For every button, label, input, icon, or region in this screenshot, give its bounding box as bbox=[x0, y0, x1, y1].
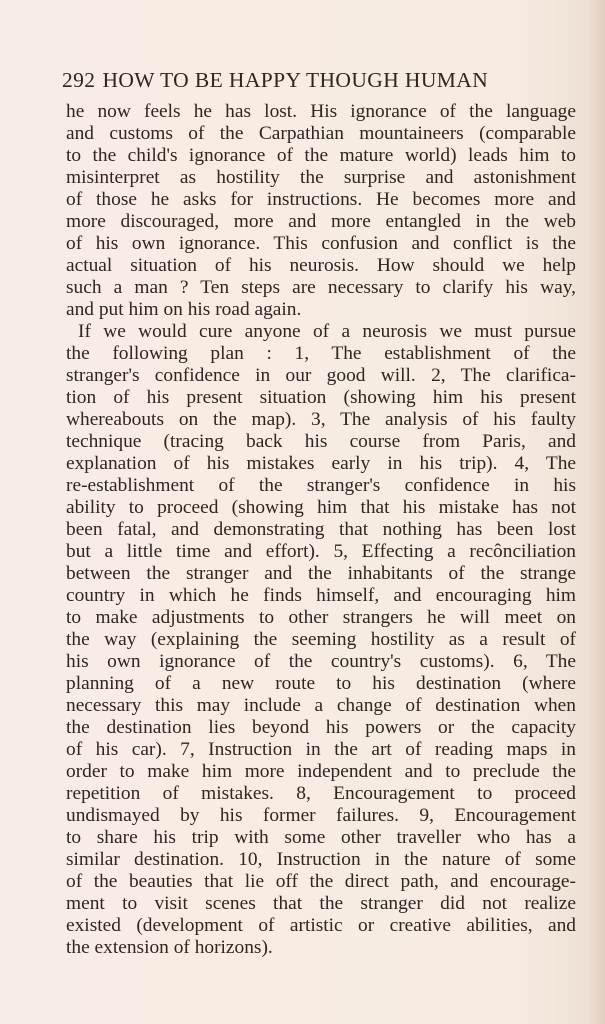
text-line: misinterpret as hostility the surprise and astonishment bbox=[66, 167, 576, 188]
text-line: planning of a new route to his destination (where bbox=[66, 673, 576, 694]
text-line: but a little time and effort). 5, Effecting a recônciliation bbox=[66, 541, 576, 562]
body-text bbox=[66, 101, 576, 959]
text-line: similar destination. 10, Instruction in the nature of some bbox=[66, 849, 576, 870]
text-line: of his own ignorance. This confusion and conflict is the bbox=[66, 233, 576, 254]
text-line: order to make him more independent and to preclude the bbox=[66, 761, 576, 782]
text-line: the following plan : 1, The establishment of the bbox=[66, 343, 576, 364]
running-header bbox=[62, 68, 580, 94]
text-line: been fatal, and demonstrating that nothing has been lost bbox=[66, 519, 576, 540]
running-title: HOW TO BE HAPPY THOUGH HUMAN bbox=[102, 68, 489, 92]
text-line: and customs of the Carpathian mountaineers (comparable bbox=[66, 123, 576, 144]
text-line: If we would cure anyone of a neurosis we must pursue bbox=[78, 321, 576, 342]
text-line: to the child's ignorance of the mature world) leads him to bbox=[66, 145, 576, 166]
text-line: of his car). 7, Instruction in the art of reading maps in bbox=[66, 739, 576, 760]
text-line: technique (tracing back his course from Paris, and bbox=[66, 431, 576, 452]
text-line: he now feels he has lost. His ignorance of the language bbox=[66, 101, 576, 122]
text-line: the destination lies beyond his powers or the capacity bbox=[66, 717, 576, 738]
text-line: more discouraged, more and more entangled in the web bbox=[66, 211, 576, 232]
text-line: ment to visit scenes that the stranger did not realize bbox=[66, 893, 576, 914]
text-line: ability to proceed (showing him that his mistake has not bbox=[66, 497, 576, 518]
text-line: repetition of mistakes. 8, Encouragement to proceed bbox=[66, 783, 576, 804]
text-line: the way (explaining the seeming hostility as a result of bbox=[66, 629, 576, 650]
text-line: between the stranger and the inhabitants of the strange bbox=[66, 563, 576, 584]
text-line: of the beauties that lie off the direct path, and encourage- bbox=[66, 871, 576, 892]
text-line: country in which he finds himself, and encouraging him bbox=[66, 585, 576, 606]
text-line: explanation of his mistakes early in his trip). 4, The bbox=[66, 453, 576, 474]
text-line: his own ignorance of the country's customs). 6, The bbox=[66, 651, 576, 672]
text-line: tion of his present situation (showing him his present bbox=[66, 387, 576, 408]
text-line: existed (development of artistic or creative abilities, and bbox=[66, 915, 576, 936]
text-line: undismayed by his former failures. 9, Encouragement bbox=[66, 805, 576, 826]
paragraph bbox=[66, 321, 576, 959]
text-line: actual situation of his neurosis. How should we help bbox=[66, 255, 576, 276]
text-line: stranger's confidence in our good will. 2, The clarifica- bbox=[66, 365, 576, 386]
text-line: re-establishment of the stranger's confidence in his bbox=[66, 475, 576, 496]
paragraph bbox=[66, 101, 576, 321]
text-line: to make adjustments to other strangers he will meet on bbox=[66, 607, 576, 628]
text-line: the extension of horizons). bbox=[66, 937, 273, 958]
text-line: such a man ? Ten steps are necessary to clarify his way, bbox=[66, 277, 576, 298]
text-line: of those he asks for instructions. He becomes more and bbox=[66, 189, 576, 210]
text-line: whereabouts on the map). 3, The analysis of his faulty bbox=[66, 409, 576, 430]
text-line: to share his trip with some other traveller who has a bbox=[66, 827, 576, 848]
text-line: and put him on his road again. bbox=[66, 299, 302, 320]
text-line: necessary this may include a change of destination when bbox=[66, 695, 576, 716]
page-number: 292 bbox=[62, 68, 96, 92]
